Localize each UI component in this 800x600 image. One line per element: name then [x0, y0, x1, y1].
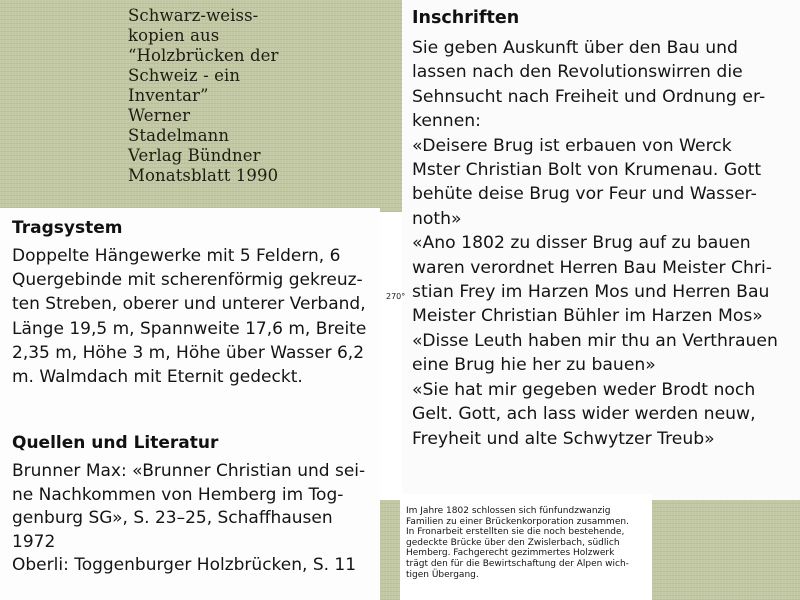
text-line: Freyheit und alte Schwytzer Treub» — [412, 428, 715, 449]
text-line: kennen: — [412, 111, 481, 132]
caption-line: “Holzbrücken der — [128, 46, 279, 65]
tragsystem-heading: Tragsystem — [12, 218, 123, 238]
text-line: 2,35 m, Höhe 3 m, Höhe über Wasser 6,2 — [12, 342, 365, 363]
text-line: «Deisere Brug ist erbauen von Werck — [412, 135, 732, 156]
text-line: eine Brug hie her zu bauen» — [412, 355, 656, 376]
caption-line: Inventar” — [128, 86, 209, 105]
text-line: Oberli: Toggenburger Holzbrücken, S. 11 — [12, 555, 357, 576]
rotation-marker: 270° — [386, 292, 406, 301]
text-line: «Disse Leuth haben mir thu an Verthrauen — [412, 330, 778, 351]
text-line: In Fronarbeit erstellten sie die noch bestehende, — [406, 527, 625, 538]
text-line: Sie geben Auskunft über den Bau und — [412, 38, 738, 58]
text-line: m. Walmdach mit Eternit gedeckt. — [12, 367, 303, 388]
caption-line: Werner — [128, 106, 191, 125]
text-line: 1972 — [12, 531, 56, 552]
text-line: genburg SG», S. 23–25, Schaffhausen — [12, 508, 333, 529]
caption-line: Monatsblatt 1990 — [128, 166, 279, 185]
text-line: Gelt. Gott, ach lass wider werden neuw, — [412, 404, 756, 425]
tragsystem-body — [12, 244, 366, 389]
text-line: Meister Christian Bühler im Harzen Mos» — [412, 306, 763, 327]
bridge-history-note — [406, 506, 629, 580]
text-line: Mster Christian Bolt von Krumenau. Gott — [412, 160, 762, 181]
text-line: Brunner Max: «Brunner Christian und sei- — [12, 461, 366, 481]
inschriften-body — [412, 36, 778, 451]
caption-line: Verlag Bündner — [128, 146, 261, 165]
quellen-heading: Quellen und Literatur — [12, 433, 219, 453]
caption-line: Schwarz-weiss- — [128, 6, 259, 25]
caption-line: kopien aus — [128, 26, 220, 45]
text-line: lassen nach den Revolutionswirren die — [412, 62, 743, 83]
text-line: Doppelte Hängewerke mit 5 Feldern, 6 — [12, 246, 341, 266]
text-line: gedeckte Brücke über den Zwislerbach, südlich — [406, 537, 620, 548]
text-line: Familien zu einer Brückenkorporation zusammen. — [406, 516, 629, 527]
green-background-bottom-strip — [380, 500, 400, 600]
text-line: noth» — [412, 208, 462, 229]
text-line: ne Nachkommen von Hemberg im Tog- — [12, 484, 344, 505]
inschriften-heading: Inschriften — [412, 8, 520, 28]
text-line: «Ano 1802 zu disser Brug auf zu bauen — [412, 233, 751, 254]
text-line: trägt den für die Bewirtschaftung der Alpen wich- — [406, 558, 629, 569]
quellen-body — [12, 460, 365, 578]
text-line: Sehnsucht nach Freiheit und Ordnung er- — [412, 86, 766, 107]
caption-line: Stadelmann — [128, 126, 230, 145]
text-line: Im Jahre 1802 schlossen sich fünfundzwanzig — [406, 506, 611, 516]
text-line: tigen Übergang. — [406, 569, 479, 580]
text-line: Länge 19,5 m, Spannweite 17,6 m, Breite — [12, 318, 367, 339]
source-caption — [128, 6, 328, 186]
text-line: waren verordnet Herren Bau Meister Chri- — [412, 257, 772, 278]
text-line: ten Streben, oberer und unterer Verband, — [12, 294, 366, 315]
text-line: stian Frey im Harzen Mos und Herren Bau — [412, 282, 770, 303]
caption-line: Schweiz - ein — [128, 66, 241, 85]
text-line: Hemberg. Fachgerecht gezimmertes Holzwerk — [406, 548, 615, 559]
text-line: «Sie hat mir gegeben weder Brodt noch — [412, 379, 756, 400]
text-line: Quergebinde mit scherenförmig gekreuz- — [12, 270, 363, 291]
text-line: behüte deise Brug vor Feur und Wasser- — [412, 184, 757, 205]
green-background-bottom-right — [650, 500, 800, 600]
